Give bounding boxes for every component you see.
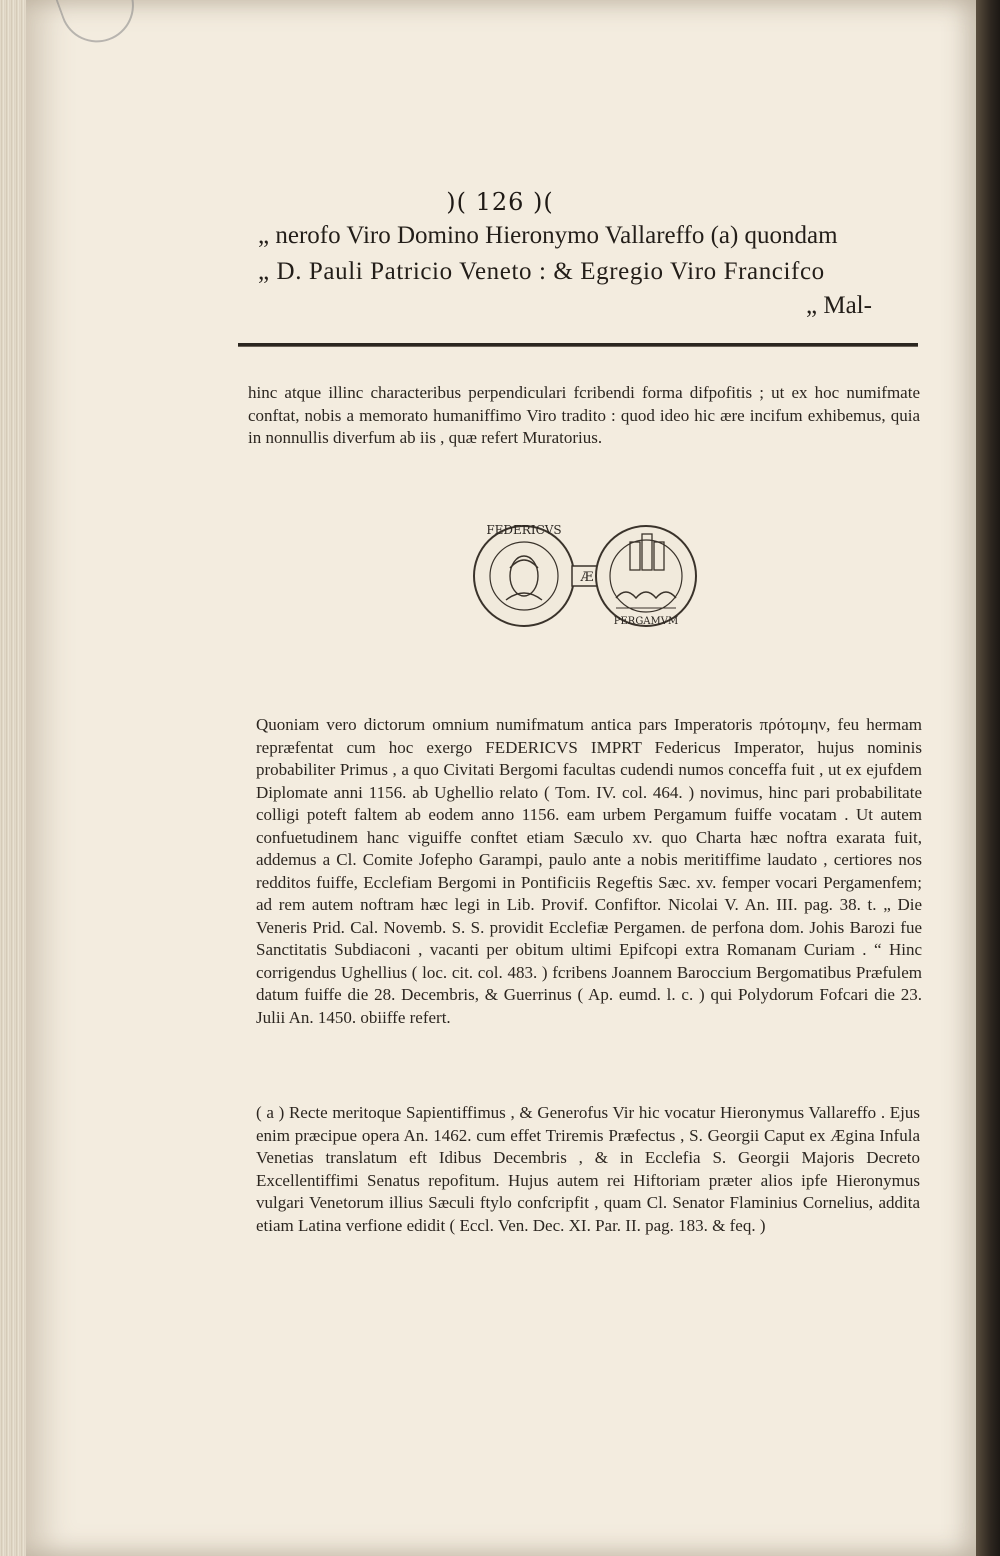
footnote-text: ( a ) Recte meritoque Sapientiffimus , & Generofus Vir hic vocatur Hieronymus Vallareffo . Ejus enim præcipue opera An. 1462. cum effet Triremis Præfectus , S. Georgii Caput ex Ægina Infula Venetias translatum eft Idibus Decembris , & in Ecclefia S. Georgii Majoris Decreto Excellentiffimi Senatus repofitum. Hujus autem rei Hiftoriam præter alios ipfe Hieronymus vulgari Venetorum illius Sæculi ftylo confcripfit , quam Cl. Senator Flaminius Cornelius, addita etiam Latina verfione edidit ( Eccl. Ven. Dec. XI. Par. II. pag. 183. & feq. ): [256, 1103, 920, 1235]
paragraph-intro: [248, 382, 920, 450]
paragraph-main-text: Quoniam vero dictorum omnium numifmatum antica pars Imperatoris πρότομην, feu hermam repræfentat cum hoc exergo FEDERICVS IMPRT Federicus Imperator, hujus nominis probabiliter Primus , a quo Civitati Bergomi facultas cudendi numos conceffa fuit , ut ex ejufdem Diplomate anni 1156. ab Ughellio relato ( Tom. IV. col. 464. ) novimus, hinc pari probabilitate colligi poteft faltem ab eodem anno 1156. eam urbem Pergamum fuiffe vocatam . Ut autem confuetudinem hanc viguiffe conftet etiam Sæculo xv. quo Charta hæc noftra exarata fuit, addemus a Cl. Comite Jofepho Garampi, paulo ante a nobis meritiffime laudato , certiores nos redditos fuiffe, Ecclefiam Bergomi in Pontificiis Regeftis Sæc. xv. femper vocari Pergamenfem; ad rem autem noftram hæc legi in Lib. Provif. Confiftor. Nicolai V. An. III. pag. 38. t. „ Die Veneris Prid. Cal. Novemb. S. S. providit Ecclefiæ Pergamen. de perfona dom. Johis Barozi fue Sanctitatis Subdiaconi , vacanti per obitum ultimi Epifcopi extra Romanam Curiam . “ Hinc corrigendus Ughellius ( loc. cit. col. 483. ) fcribens Joannem Baroccium Bergomatibus Præfulem datum fuiffe die 28. Decembris, & Guerrinus ( Ap. eumd. l. c. ) qui Polydorum Fofcari die 23. Julii An. 1450. obiiffe refert.: [256, 715, 922, 1027]
page-number-header: )( 126 )(: [446, 188, 554, 216]
footnote: [256, 1102, 920, 1237]
paragraph-intro-text: hinc atque illinc characteribus perpendiculari fcribendi forma difpofitis ; ut ex hoc numifmate conftat, nobis a memorato humaniffimo Viro tradito : quod ideo hic ære incifum exhibemus, quia in nonnullis diverfum ab iis , quæ refert Muratorius.: [248, 383, 920, 447]
book-binding-edge: [976, 0, 1000, 1556]
quoted-line-1: „ nerofo Viro Domino Hieronymo Vallareffo (a) quondam: [258, 222, 838, 249]
quoted-line-2: „ D. Pauli Patricio Veneto : & Egregio Viro Francifco: [258, 258, 825, 285]
paragraph-main: [256, 714, 922, 1029]
quoted-line-3: „ Mal-: [806, 292, 872, 319]
coin-illustration: [466, 520, 706, 636]
coin-reverse-legend: PERGAMVM: [613, 616, 679, 627]
book-page-edges: [0, 0, 28, 1556]
coin-metal-label: Æ: [580, 570, 594, 585]
coin-obverse-legend: FEDERICVS: [486, 523, 562, 537]
horizontal-rule: [238, 343, 918, 347]
coin-engraving: [466, 520, 706, 636]
